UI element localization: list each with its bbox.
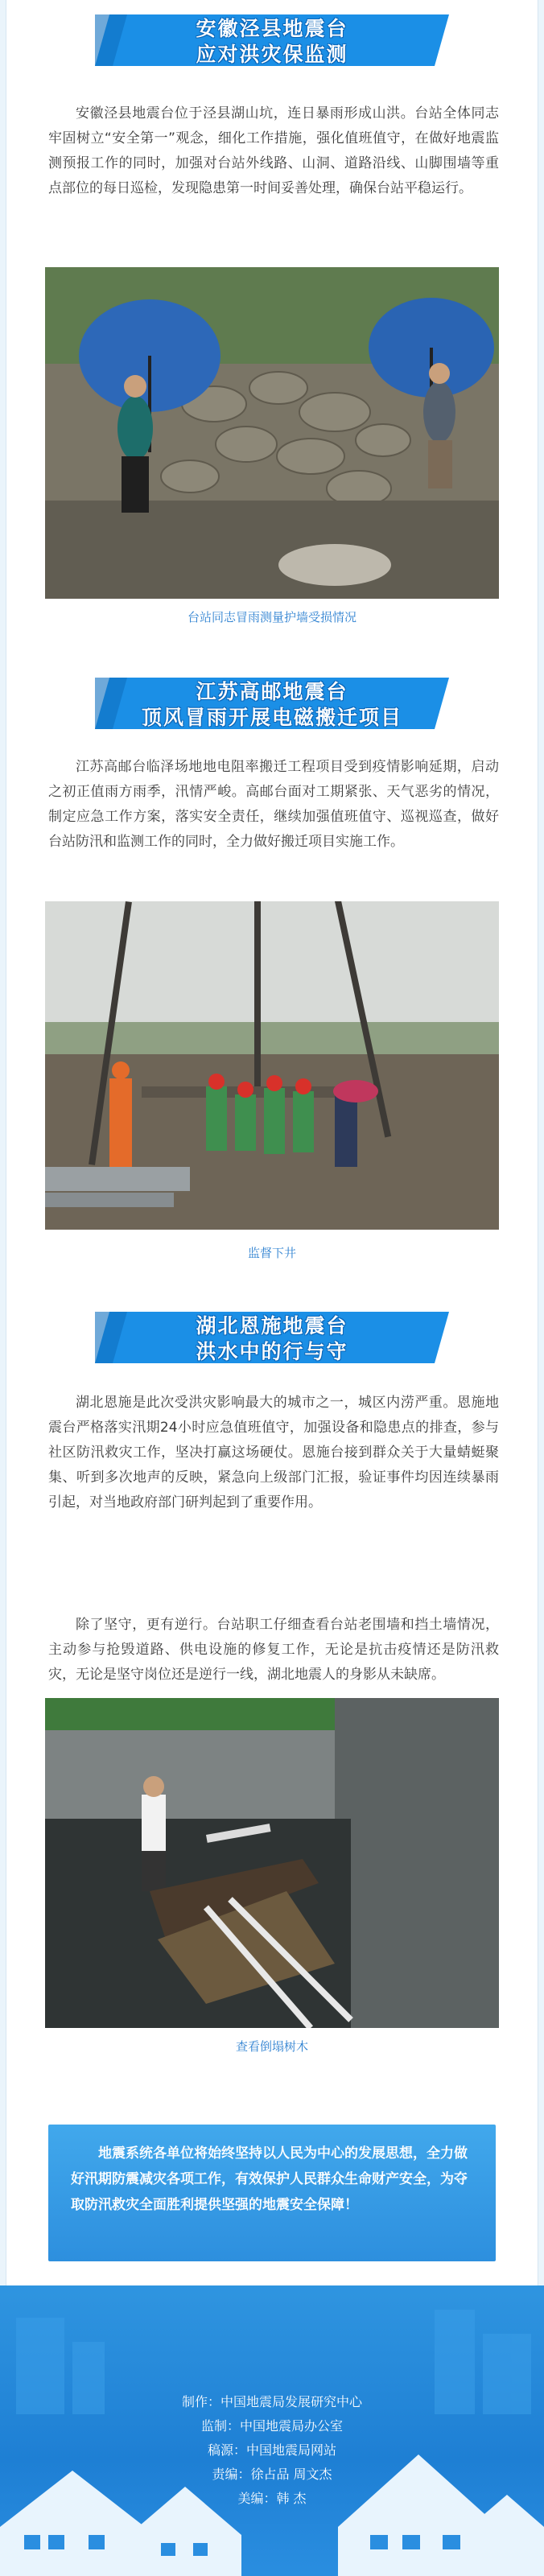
credit-line: 监制：中国地震局办公室 [200,2418,343,2434]
photo-well-supervision [45,901,499,1230]
section-paragraph: 除了坚守，更有逆行。台站职工仔细查看台站老围墙和挡土墙情况，主动参与抢毁道路、供电设施的修复工作，无论是抗击疫情还是防汛救灾，无论是坚守岗位还是逆行一线，湖北地震人的身影从未缺席。 [48,1617,499,1683]
photo-fallen-tree [45,1698,499,2028]
section-paragraph: 江苏高邮台临泽场地地电阻率搬迁工程项目受到疫情影响延期，启动之初正值雨方雨季，汛情严峻。高邮台面对工期紧张、天气恶劣的情况，制定应急工作方案，落实安全责任，继续加强值班值守、巡视巡查，做好台站防汛和监测工作的同时，全力做好搬迁项目实施工作。 [48,759,499,850]
section-title-line2: 洪水中的行与守 [196,1340,348,1363]
credit-line: 美编：韩 杰 [237,2491,307,2506]
photo-caption: 监督下井 [247,1246,296,1260]
credits-block [0,2390,544,2511]
photo-caption: 查看倒塌树木 [235,2039,308,2054]
section-paragraph: 安徽泾县地震台位于泾县湖山坑，连日暴雨形成山洪。台站全体同志牢固树立“安全第一”观念，细化工作措施，强化值班值守，在做好地震监测预报工作的同时，加强对台站外线路、山洞、道路沿线、山脚围墙等重点部位的每日巡检，发现隐患第一时间妥善处理，确保台站平稳运行。 [48,105,499,196]
section-title-line2: 应对洪灾保监测 [196,43,348,66]
section-title-line1: 江苏高邮地震台 [196,680,348,703]
credit-line: 责编：徐占品 周文杰 [212,2467,332,2482]
section-title-banner [95,674,449,732]
section-title-banner [95,11,449,69]
section-title-banner [95,1309,449,1366]
closing-callout [48,2125,496,2261]
credit-line: 制作：中国地震局发展研究中心 [181,2394,362,2409]
photo-rain-inspection [45,267,499,599]
section-title-line1: 湖北恩施地震台 [196,1314,348,1337]
section-paragraph: 湖北恩施是此次受洪灾影响最大的城市之一，城区内涝严重。恩施地震台严格落实汛期24小时应急值班值守，加强设备和隐患点的排查，参与社区防汛救灾工作，坚决打赢这场硬仗。恩施台接到群众关于大量蜻蜓聚集、听到多次地声的反映，紧急向上级部门汇报，验证事件均因连续暴雨引起，对当地政府部门研判起到了重要作用。 [48,1395,499,1511]
credit-line: 稿源：中国地震局网站 [207,2442,336,2458]
callout-text: 地震系统各单位将始终坚持以人民为中心的发展思想，全力做好汛期防震减灾各项工作，有效保护人民群众生命财产安全，为夺取防汛救灾全面胜利提供坚强的地震安全保障！ [71,2145,468,2213]
section-title-line2: 顶风冒雨开展电磁搬迁项目 [141,706,402,729]
photo-caption: 台站同志冒雨测量护墙受损情况 [187,610,356,624]
section-title-line1: 安徽泾县地震台 [196,17,348,40]
footer-background [0,2285,544,2576]
